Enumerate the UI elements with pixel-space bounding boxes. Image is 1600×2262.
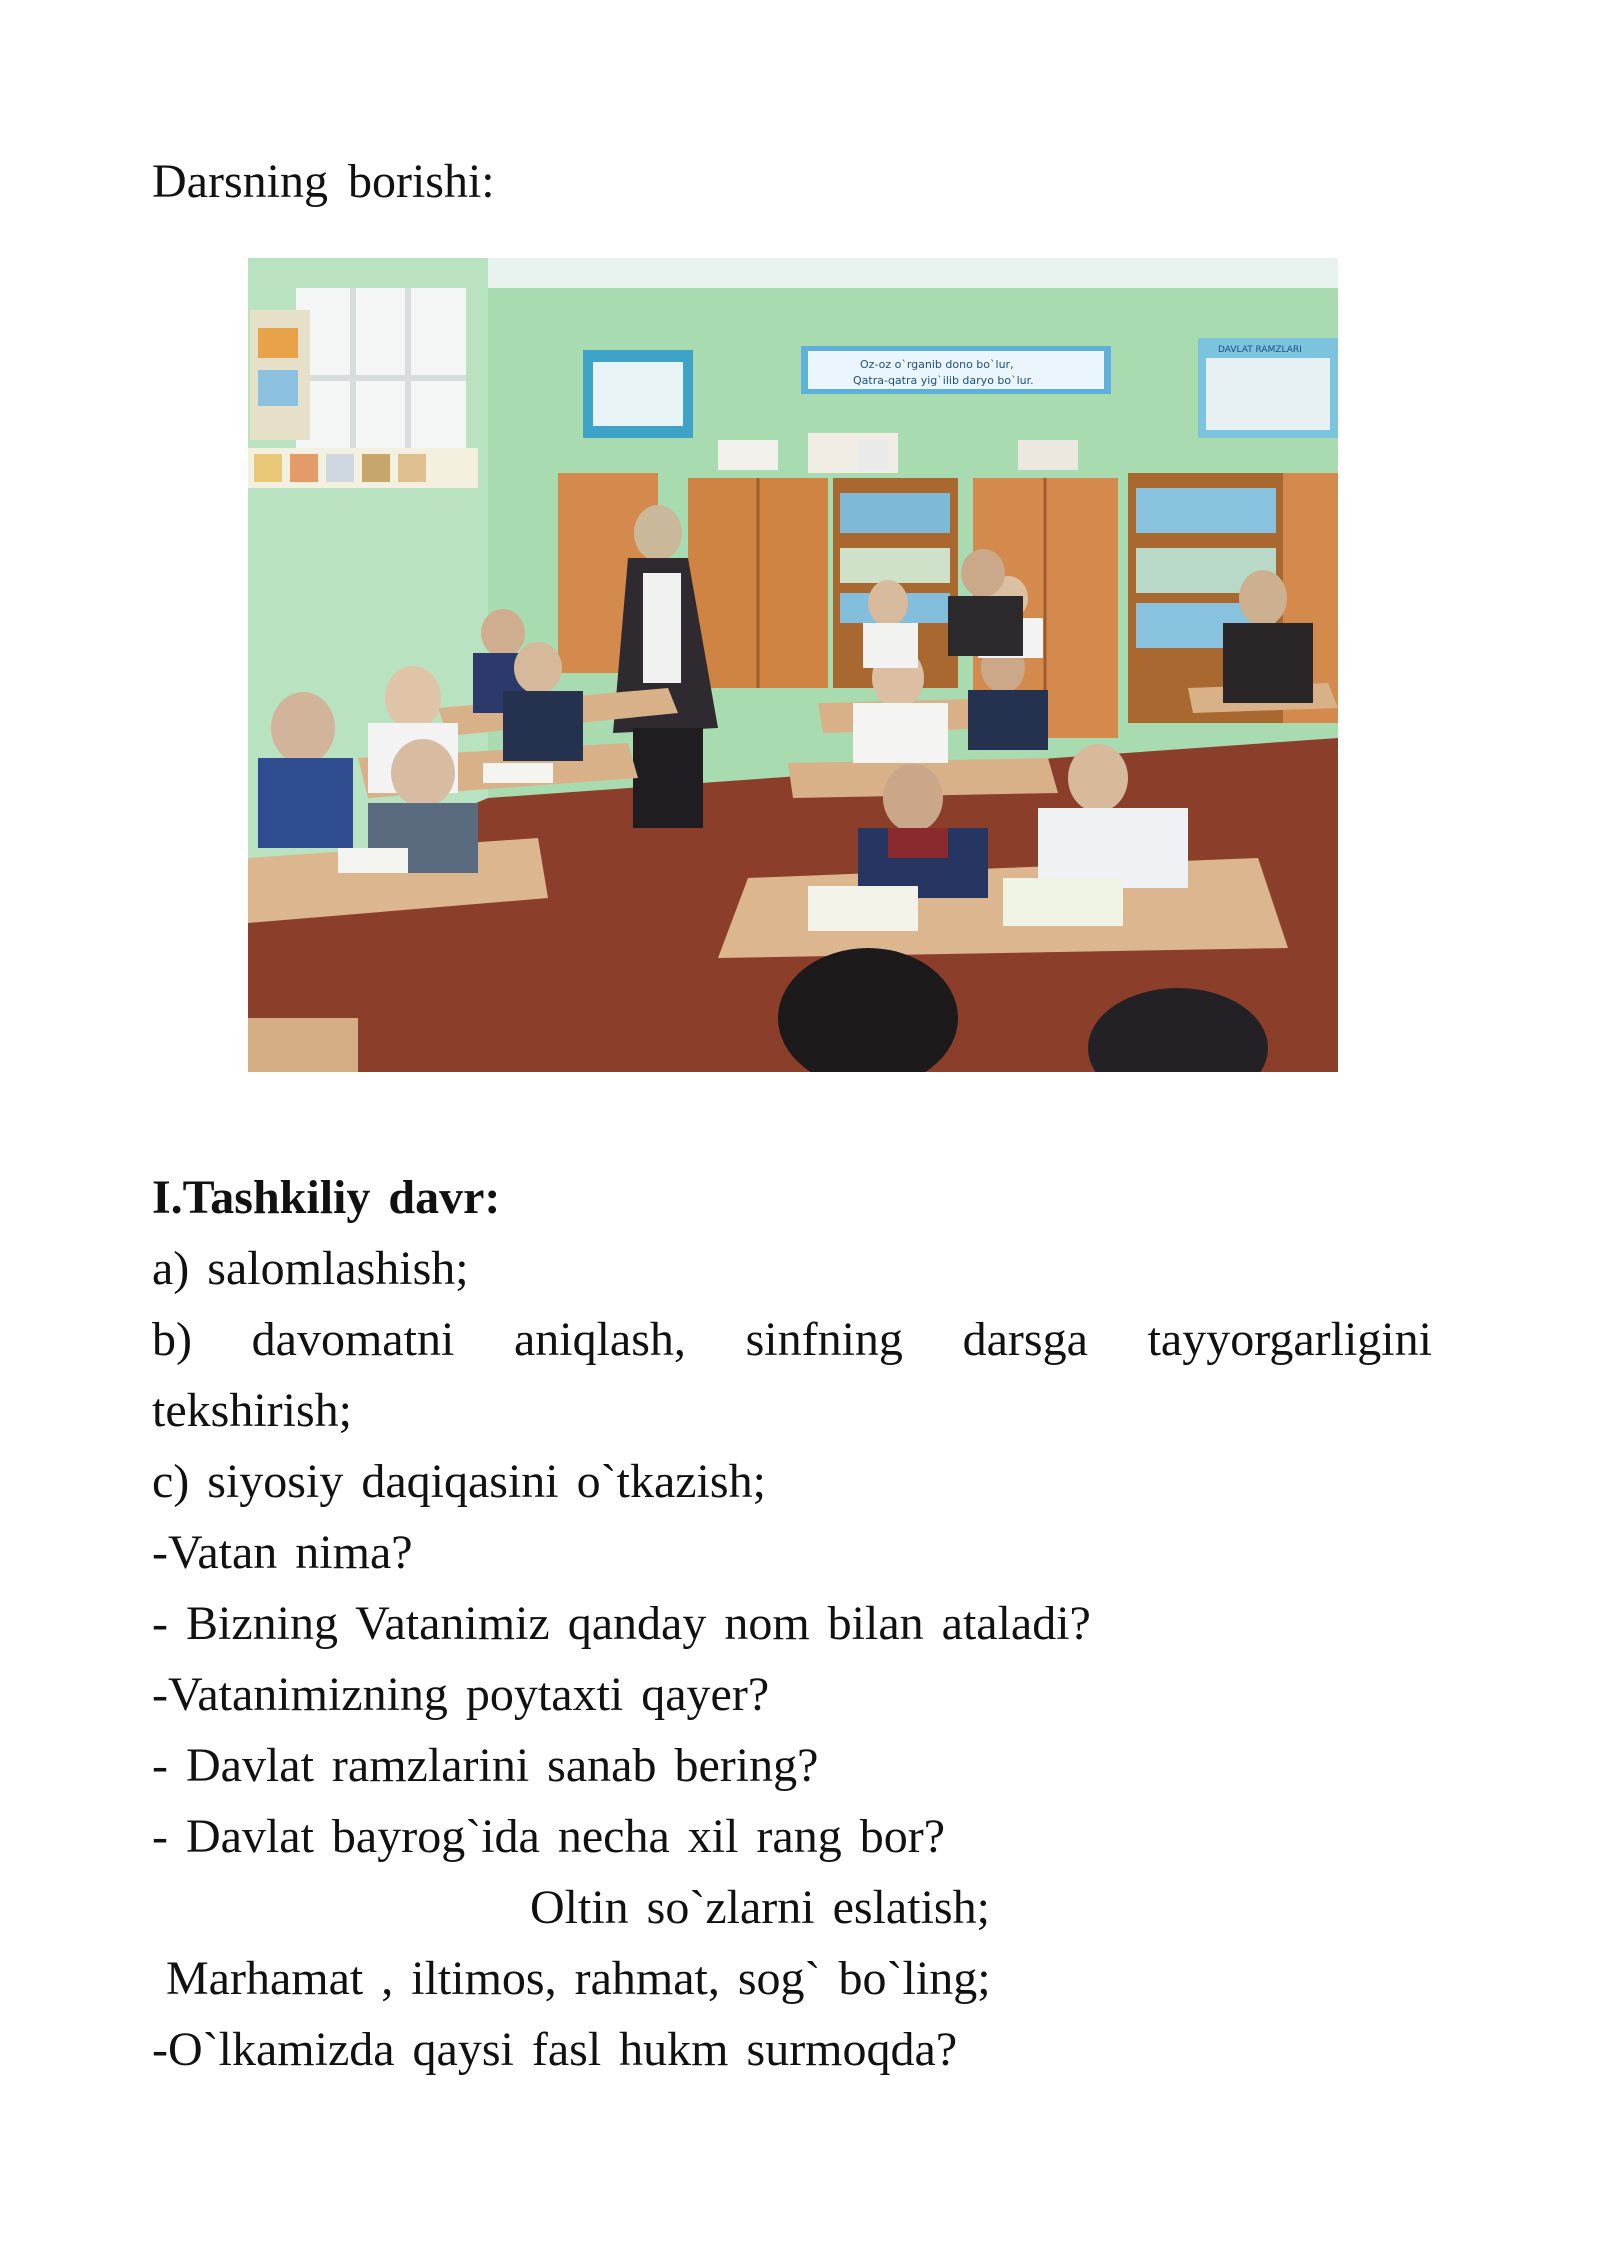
item-attendance-word: aniqlash, (513, 1313, 686, 1366)
section-title: I.Tashkiliy davr: (152, 1171, 501, 1224)
poster-state-symbols: DAVLAT RAMZLARI (1218, 345, 1302, 355)
question-state-symbols: - Davlat ramzlarini sanab bering? (152, 1739, 819, 1792)
poster-line-1: Oz-oz o`rganib dono bo`lur, (860, 358, 1014, 371)
classroom-photo (248, 258, 1338, 1072)
lesson-heading: Darsning borishi: (152, 155, 495, 208)
item-attendance-word: tayyorgarligini (1147, 1313, 1432, 1366)
item-attendance-word: davomatni (251, 1313, 455, 1366)
question-season: -O`lkamizda qaysi fasl hukm surmoqda? (152, 2023, 958, 2076)
golden-words-title: Oltin so`zlarni eslatish; (530, 1881, 990, 1934)
question-capital: -Vatanimizning poytaxti qayer? (152, 1668, 770, 1721)
question-flag-colors: - Davlat bayrog`ida necha xil rang bor? (152, 1810, 946, 1863)
poster-line-2: Qatra-qatra yig`ilib daryo bo`lur. (853, 374, 1034, 387)
lesson-body (152, 1162, 1432, 2085)
item-attendance-continued: tekshirish; (152, 1384, 352, 1437)
item-greeting: a) salomlashish; (152, 1242, 469, 1295)
item-attendance-word: darsga (962, 1313, 1088, 1366)
question-homeland: -Vatan nima? (152, 1526, 413, 1579)
item-attendance (152, 1304, 1432, 1375)
item-attendance-word: b) (152, 1313, 192, 1366)
item-political-minute: c) siyosiy daqiqasini o`tkazish; (152, 1455, 766, 1508)
golden-words-list: Marhamat , iltimos, rahmat, sog` bo`ling; (166, 1952, 991, 2005)
question-country-name: - Bizning Vatanimiz qanday nom bilan ataladi? (152, 1597, 1091, 1650)
classroom-photo-drawing (248, 258, 1338, 1072)
item-attendance-word: sinfning (745, 1313, 903, 1366)
